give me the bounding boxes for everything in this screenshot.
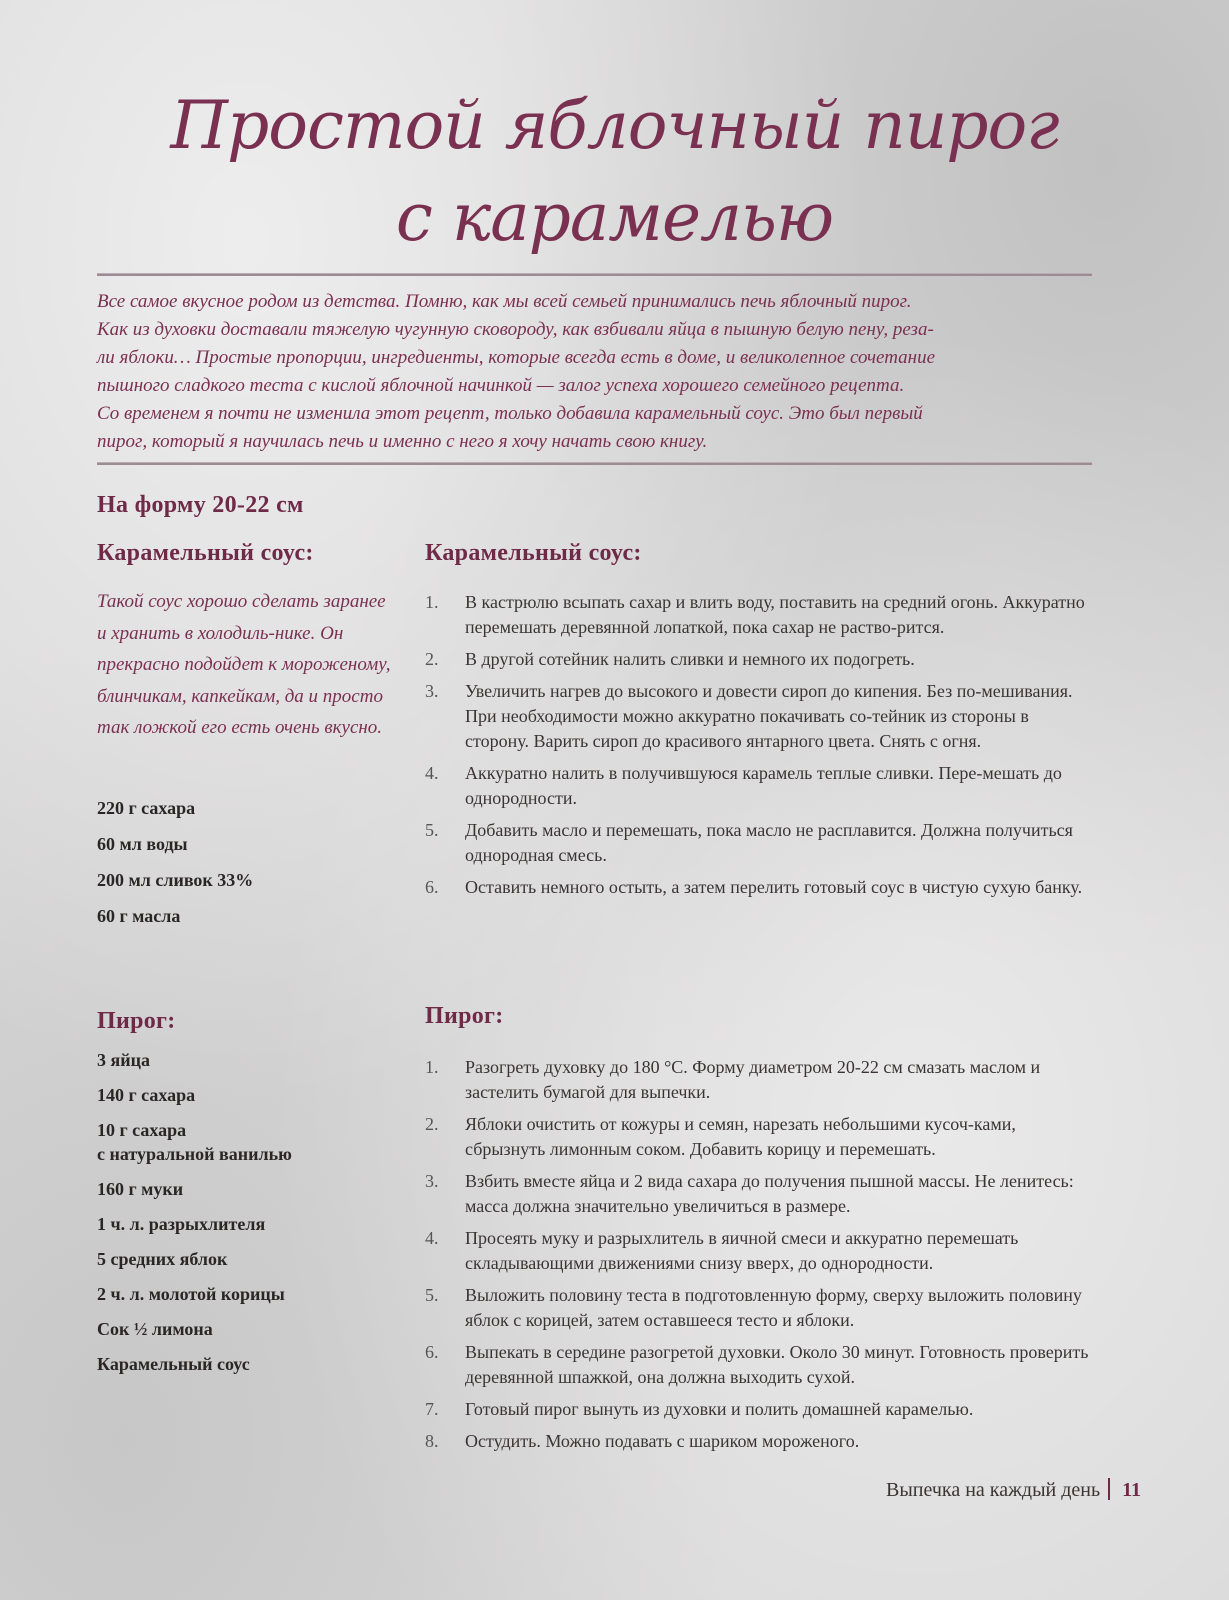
page-footer <box>886 1478 1141 1502</box>
step-text: Выложить половину теста в подготовленную форму, сверху выложить половину яблок с корицей, затем оставшееся тесто и яблоки. <box>465 1285 1082 1330</box>
bottom-divider <box>97 462 1092 465</box>
ingredient-item: Карамельный соус <box>97 1354 250 1374</box>
pie-ingredient-list <box>97 1048 292 1376</box>
ingredient-item: 140 г сахара <box>97 1085 196 1105</box>
footer-section-title: Выпечка на каждый день <box>886 1479 1101 1501</box>
step-text: Оставить немного остыть, а затем перелить готовый соус в чистую сухую банку. <box>465 877 1083 897</box>
step-text: Готовый пирог вынуть из духовки и полить домашней карамелью. <box>465 1399 974 1419</box>
step-item <box>425 647 1090 672</box>
sauce-ingredient-list <box>97 790 253 934</box>
intro-text <box>97 288 1087 456</box>
step-item <box>425 1055 1090 1105</box>
step-number: 1. <box>425 1057 439 1077</box>
sauce-steps-heading: Карамельный соус: <box>425 540 642 566</box>
page-number: 11 <box>1122 1479 1141 1501</box>
step-number: 5. <box>425 820 439 840</box>
step-item <box>425 1226 1090 1276</box>
form-size: На форму 20-22 см <box>97 492 304 518</box>
step-text: Увеличить нагрев до высокого и довести сироп до кипения. Без по-мешивания. При необходимости можно аккуратно покачивать со-тейник из стороны в сторону. Варить сироп до красивого янтарного цвета. Снять с огня. <box>465 681 1073 751</box>
step-item <box>425 679 1090 754</box>
pie-ingredients-heading: Пирог: <box>97 1008 176 1034</box>
step-number: 2. <box>425 1114 439 1134</box>
intro-line: Все самое вкусное родом из детства. Помню, как мы всей семьей принимались печь яблочный пирог. <box>97 291 912 312</box>
step-text: Аккуратно налить в получившуюся карамель теплые сливки. Пере-мешать до однородности. <box>465 763 1062 808</box>
step-number: 6. <box>425 877 439 897</box>
ingredient-item: 5 средних яблок <box>97 1249 228 1269</box>
step-item <box>425 1283 1090 1333</box>
title-line-2: с карамелью <box>395 179 834 256</box>
sauce-ingredients-heading: Карамельный соус: <box>97 540 314 566</box>
step-text: Взбить вместе яйца и 2 вида сахара до получения пышной массы. Не ленитесь: масса должна значительно увеличиться в размере. <box>465 1171 1074 1216</box>
intro-line: Со временем я почти не изменила этот рецепт, только добавила карамельный соус. Это был первый <box>97 403 923 424</box>
step-number: 7. <box>425 1399 439 1419</box>
step-number: 5. <box>425 1285 439 1305</box>
step-number: 8. <box>425 1431 439 1451</box>
step-text: В другой сотейник налить сливки и немного их подогреть. <box>465 649 915 669</box>
ingredient-item: 200 мл сливок 33% <box>97 870 254 890</box>
ingredient-item: 3 яйца <box>97 1050 150 1070</box>
sauce-note: Такой соус хорошо сделать заранее и хранить в холодиль-нике. Он прекрасно подойдет к мороженому, блинчикам, капкейкам, да и просто так ложкой его есть очень вкусно. <box>97 591 391 738</box>
page-title <box>0 80 1229 264</box>
ingredient-item: Сок ½ лимона <box>97 1319 213 1339</box>
step-number: 3. <box>425 681 439 701</box>
step-item <box>425 761 1090 811</box>
step-number: 3. <box>425 1171 439 1191</box>
ingredient-item: 60 г масла <box>97 906 181 926</box>
sauce-steps-list <box>425 590 1090 907</box>
step-number: 2. <box>425 649 439 669</box>
step-text: Разогреть духовку до 180 °С. Форму диаметром 20-22 см смазать маслом и застелить бумагой для выпечки. <box>465 1057 1041 1102</box>
step-item <box>425 818 1090 868</box>
ingredient-item: 220 г сахара <box>97 798 196 818</box>
pie-steps-heading: Пирог: <box>425 1003 504 1029</box>
step-text: Яблоки очистить от кожуры и семян, нарезать небольшими кусоч-ками, сбрызнуть лимонным соком. Добавить корицу и перемешать. <box>465 1114 1016 1159</box>
title-line-1: Простой яблочный пирог <box>170 87 1059 164</box>
step-number: 1. <box>425 592 439 612</box>
step-text: Выпекать в середине разогретой духовки. Около 30 минут. Готовность проверить деревянной шпажкой, она должна выходить сухой. <box>465 1342 1089 1387</box>
step-number: 4. <box>425 763 439 783</box>
ingredient-item: 2 ч. л. молотой корицы <box>97 1284 285 1304</box>
pie-steps-list <box>425 1055 1090 1461</box>
step-number: 4. <box>425 1228 439 1248</box>
step-item <box>425 1397 1090 1422</box>
step-item <box>425 590 1090 640</box>
footer-separator <box>1108 1478 1110 1500</box>
ingredient-item: 60 мл воды <box>97 834 188 854</box>
step-text: Просеять муку и разрыхлитель в яичной смеси и аккуратно перемешать складывающими движениями снизу вверх, до однородности. <box>465 1228 1019 1273</box>
step-item <box>425 1340 1090 1390</box>
intro-line: пирог, который я научилась печь и именно с него я хочу начать свою книгу. <box>97 431 708 452</box>
step-number: 6. <box>425 1342 439 1362</box>
step-item <box>425 1429 1090 1454</box>
intro-line: пышного сладкого теста с кислой яблочной начинкой — залог успеха хорошего семейного рецепта. <box>97 375 905 396</box>
intro-line: Как из духовки доставали тяжелую чугунную сковороду, как взбивали яйца в пышную белую пену, реза- <box>97 319 934 340</box>
step-item <box>425 1112 1090 1162</box>
ingredient-item: 1 ч. л. разрыхлителя <box>97 1214 266 1234</box>
step-text: В кастрюлю всыпать сахар и влить воду, поставить на средний огонь. Аккуратно перемешать деревянной лопаткой, пока сахар не раство-рится. <box>465 592 1085 637</box>
step-text: Остудить. Можно подавать с шариком мороженого. <box>465 1431 860 1451</box>
ingredient-item: 160 г муки <box>97 1179 184 1199</box>
step-item <box>425 1169 1090 1219</box>
top-divider <box>97 273 1092 276</box>
intro-line: ли яблоки… Простые пропорции, ингредиенты, которые всегда есть в доме, и великолепное сочетание <box>97 347 936 368</box>
ingredient-item: 10 г сахара с натуральной ванилью <box>97 1120 292 1164</box>
step-item <box>425 875 1090 900</box>
step-text: Добавить масло и перемешать, пока масло не расплавится. Должна получиться однородная смесь. <box>465 820 1073 865</box>
